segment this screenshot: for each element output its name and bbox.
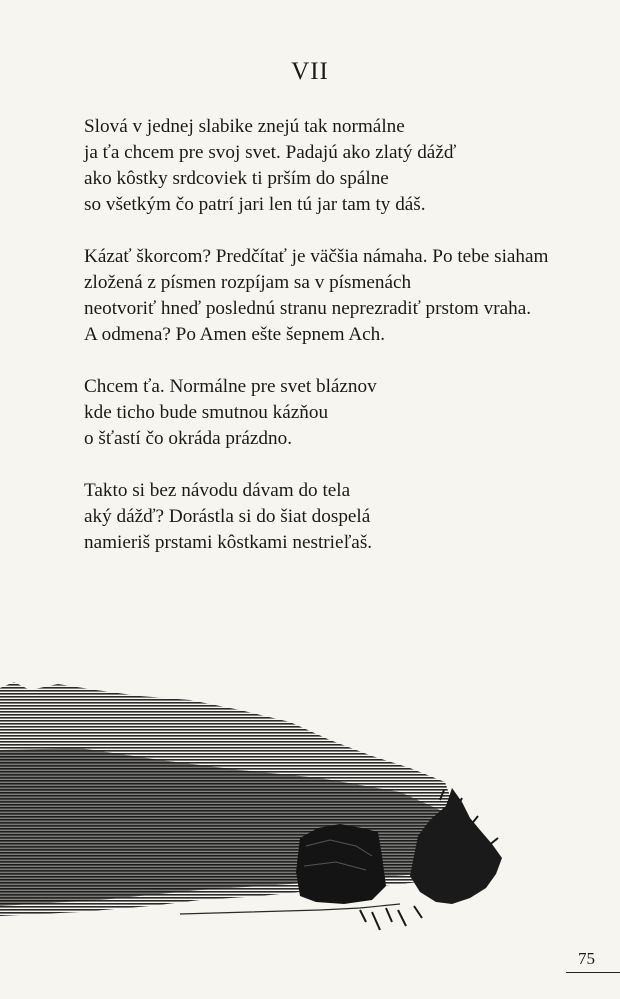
poem-line: aký dážď? Dorástla si do šiat dospelá [84,506,371,527]
poem-line: A odmena? Po Amen ešte šepnem Ach. [84,324,386,345]
page-number-rule [566,972,620,973]
poem-line: ja ťa chcem pre svoj svet. Padajú ako zlatý dážď [84,142,457,163]
stanza-4 [84,478,584,556]
ground-line [180,904,400,914]
poem-line: o šťastí čo okráda prázdno. [84,428,292,449]
ink-landscape-illustration [0,660,520,950]
poem-line: neotvoriť hneď poslednú stranu neprezradiť prstom vraha. [84,298,532,319]
poem-line: zložená z písmen rozpíjam sa v písmenách [84,272,412,293]
stanza-1 [84,114,584,218]
poem-line: namieriš prstami kôstkami nestrieľaš. [84,532,373,553]
poem-line: so všetkým čo patrí jari len tú jar tam ty dáš. [84,194,426,215]
poem-title: VII [291,58,329,85]
poem-line: Chcem ťa. Normálne pre svet bláznov [84,376,377,397]
poem-body [84,114,584,582]
poem-line: Takto si bez návodu dávam do tela [84,480,351,501]
grass-strokes [360,906,422,930]
stanza-2 [84,244,584,348]
poem-line: ako kôstky srdcoviek ti prším do spálne [84,168,389,189]
poem-line: kde ticho bude smutnou kázňou [84,402,329,423]
page-number: 75 [578,949,595,968]
poem-line: Kázať škorcom? Predčítať je väčšia námaha. Po tebe siaham [84,246,549,267]
poem-line: Slová v jednej slabike znejú tak normálne [84,116,405,137]
stanza-3 [84,374,584,452]
rock-shape [296,824,386,904]
